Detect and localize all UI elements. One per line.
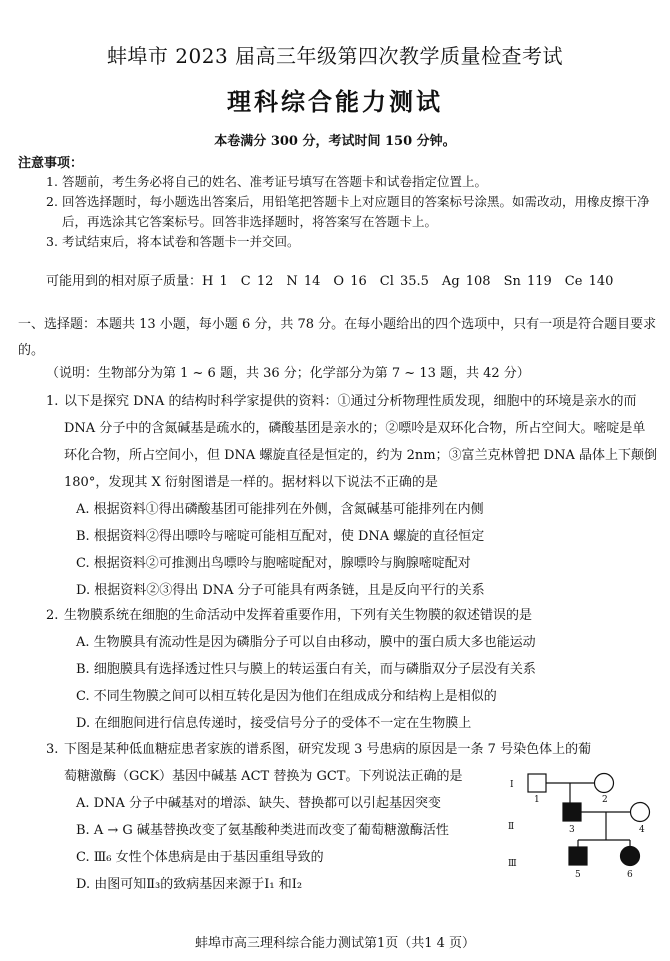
generation-label-i: Ⅰ	[510, 780, 514, 790]
notice-item	[46, 172, 656, 192]
individual-1-male	[528, 774, 546, 792]
individual-label-2: 2	[602, 795, 608, 805]
exam-title: 蚌埠市 2023 届高三年级第四次教学质量检查考试	[106, 44, 564, 68]
question-2	[46, 602, 658, 737]
notice-item-text: 考试结束后，将本试卷和答题卡一并交回。	[62, 234, 300, 249]
individual-label-1: 1	[534, 795, 540, 805]
individual-4-female	[631, 803, 650, 822]
option-d: D. 在细胞间进行信息传递时，接受信号分子的受体不一定在生物膜上	[76, 716, 472, 731]
notice-item	[46, 192, 656, 232]
option-d: D. 由图可知Ⅱ₃的致病基因来源于Ⅰ₁ 和Ⅰ₂	[76, 877, 303, 892]
question-stem-text: 萄糖激酶（GCK）基因中碱基 ACT 替换为 GCT。下列说法正确的是	[64, 769, 463, 784]
question-stem	[46, 388, 658, 496]
option-a: A. 根据资料①得出磷酸基团可能排列在外侧，含氮碱基可能排列在内侧	[76, 502, 484, 517]
option-a: A. 生物膜具有流动性是因为磷脂分子可以自由移动，膜中的蛋白质大多也能运动	[76, 635, 536, 650]
notice-item-text: 回答选择题时，每小题选出答案后，用铅笔把答题卡上对应题目的答案标号涂黑。如需改动，用橡皮擦干净后，再选涂其它答案标号。回答非选择题时，将答案写在答题卡上。	[62, 194, 650, 229]
notice-item	[46, 232, 656, 252]
notice-item-number: 1.	[46, 174, 58, 189]
notice-heading: 注意事项：	[18, 156, 84, 171]
individual-5-affected-male	[569, 847, 587, 865]
question-1	[46, 388, 658, 604]
question-stem-text: 以下是探究 DNA 的结构时科学家提供的资料：①通过分析物理性质发现，细胞中的环境是亲水的而 DNA 分子中的含氮碱基是疏水的，磷酸基团是亲水的；②嘌呤是双环化合物，所占空间大。嘧啶是单环化合物，所占空间小，但 DNA 螺旋直径是恒定的，约为 2nm；③富兰克林曾把 DNA 晶体上下颠倒 180°，发现其 X 衍射图谱是一样的。据材料以下说法不正确的是	[64, 394, 658, 490]
subject-title: 理科综合能力测试	[227, 87, 443, 116]
individual-label-5: 5	[575, 870, 581, 880]
individual-2-female	[595, 774, 614, 793]
individual-label-6: 6	[627, 870, 633, 880]
individual-6-affected-female	[621, 847, 640, 866]
option-b: B. 细胞膜具有选择透过性只与膜上的转运蛋白有关，而与磷脂双分子层没有关系	[76, 662, 536, 677]
section-heading: 一、选择题：本题共 13 小题，每小题 6 分，共 78 分。在每小题给出的四个选项中，只有一项是符合题目要求的。	[18, 317, 657, 358]
option-c: C. Ⅲ₆ 女性个体患病是由于基因重组导致的	[76, 850, 324, 865]
option-c: C. 根据资料②可推测出鸟嘌呤与胞嘧啶配对，腺嘌呤与胸腺嘧啶配对	[76, 556, 471, 571]
notice-item-number: 2.	[46, 194, 58, 209]
question-stem-text: 下图是某种低血糖症患者家族的谱系图，研究发现 3 号患病的原因是一条 7 号染色体上的葡	[64, 742, 592, 757]
individual-label-4: 4	[639, 825, 645, 835]
individual-3-affected-male	[563, 803, 581, 821]
option-c: C. 不同生物膜之间可以相互转化是因为他们在组成成分和结构上是相似的	[76, 689, 497, 704]
score-line: 本卷满分 300 分，考试时间 150 分钟。	[214, 134, 456, 149]
individual-label-3: 3	[569, 825, 575, 835]
generation-label-ii: Ⅱ	[508, 822, 515, 832]
option-b: B. A → G 碱基替换改变了氨基酸种类进而改变了葡萄糖激酶活性	[76, 823, 449, 838]
notice-list	[46, 172, 656, 252]
option-d: D. 根据资料②③得出 DNA 分子可能具有两条链，且是反向平行的关系	[76, 583, 485, 598]
question-number: 3.	[46, 742, 59, 757]
section-note: （说明：生物部分为第 1 ~ 6 题，共 36 分；化学部分为第 7 ~ 13 题，共 42 分）	[46, 366, 530, 381]
notice-item-number: 3.	[46, 234, 58, 249]
generation-label-iii: Ⅲ	[508, 859, 517, 869]
question-number: 2.	[46, 608, 59, 623]
atomic-mass-line: 可能用到的相对原子质量：H 1 C 12 N 14 O 16 Cl 35.5 Ag 108 Sn 119 Ce 140	[46, 274, 614, 289]
question-number: 1.	[46, 394, 59, 409]
page-footer: 蚌埠市高三理科综合能力测试第1页（共1 4 页）	[194, 936, 476, 951]
notice-item-text: 答题前，考生务必将自己的姓名、准考证号填写在答题卡和试卷指定位置上。	[62, 174, 488, 189]
question-stem-text: 生物膜系统在细胞的生命活动中发挥着重要作用，下列有关生物膜的叙述错误的是	[64, 608, 533, 623]
question-stem	[46, 602, 658, 629]
option-a: A. DNA 分子中碱基对的增添、缺失、替换都可以引起基因突变	[76, 796, 441, 811]
question-stem	[46, 736, 658, 763]
option-b: B. 根据资料②得出嘌呤与嘧啶可能相互配对，使 DNA 螺旋的直径恒定	[76, 529, 485, 544]
pedigree-chart	[500, 762, 660, 892]
